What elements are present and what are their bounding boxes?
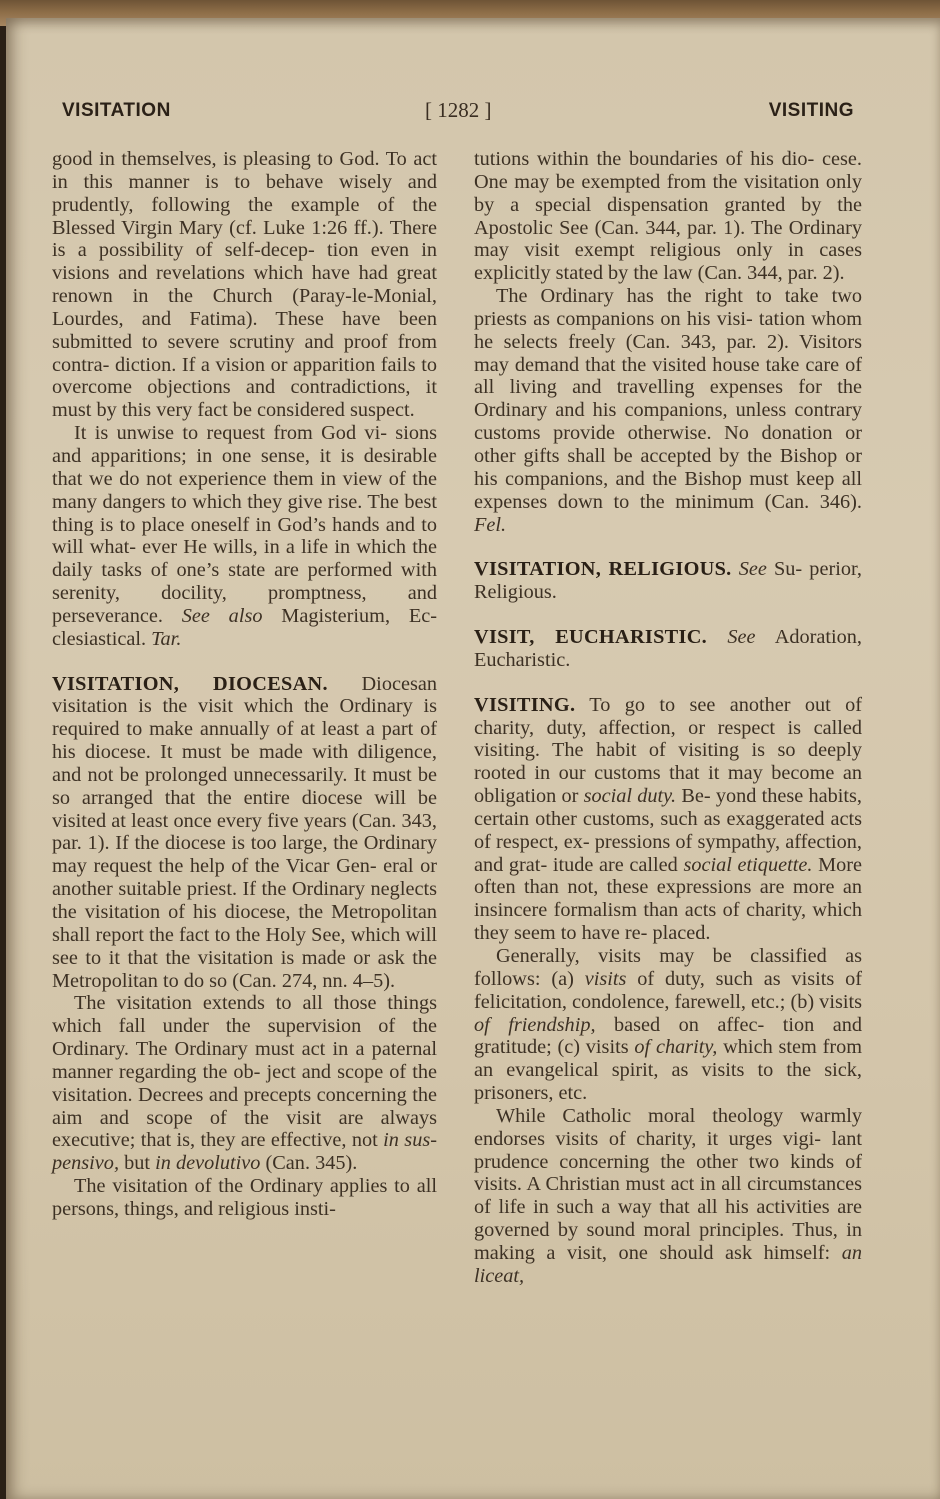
author-initials: Tar. (151, 627, 182, 650)
entry-visit-eucharistic (474, 626, 862, 672)
author-initials: Fel. (474, 513, 507, 536)
entry-paragraph-2 (52, 992, 437, 1175)
visiting-paragraph-2-a: Generally, visits may be classified as follows: (a) (474, 945, 862, 990)
term-of-charity: of charity, (634, 1036, 718, 1059)
entry-visitation-diocesan (52, 673, 437, 993)
right-paragraph-2-text: The Ordinary has the right to take two priests as companions on his visi- tation whom he selects freely (Can. 343, par. 2). Visitors may demand that the visited house take care of all living and travelling expenses for the Ordinary and his companions, unless contrary customs provide otherwise. No donation or other gifts shall be accepted by the Bishop or his companions, and the Bishop must keep all expenses down to the minimum (Can. 346). (474, 285, 862, 513)
left-paragraph-1 (52, 148, 437, 422)
left-column (52, 148, 437, 1221)
entry-paragraph-1: Diocesan visitation is the visit which the Ordinary is required to make annually of at least a part of his diocese. It must be made with diligence, and not be prolonged unnecessarily. It must be so arranged that the entire diocese will be visited at least once every five years (Can. 343, par. 1). If the diocese is too large, the Ordinary may request the help of the Vicar Gen- eral or another suitable priest. If the Ordinary neglects the visitation of his diocese, the Metropolitan shall report the fact to the Holy See, which will see to it that the visitation is made or ask the Metropolitan to do so (Can. 274, nn. 4–5). (52, 672, 437, 992)
visiting-paragraph-1-c: More often than not, these expressions are more an insincere formalism than acts of charity, which they seem to have re- placed. (474, 853, 863, 945)
see-label: See (738, 558, 767, 581)
visiting-paragraph-3-a: While Catholic moral theology warmly endorses visits of charity, it urges vigi- lant prudence concerning the other two kinds of visits. A Christian must act in all circumstances of life in such a way that all his activities are governed by sound moral principles. Thus, in making a visit, one should ask himself: (474, 1104, 862, 1264)
term-of-friendship: of friendship, (474, 1013, 596, 1036)
latin-an-liceat: an liceat, (474, 1241, 862, 1287)
right-paragraph-1 (474, 148, 862, 285)
latin-term-2: in devolutivo (155, 1152, 261, 1175)
entry-paragraph-2-text: The visitation extends to all those things which fall under the supervision of the Ordinary. The Ordinary must act in a paternal manner regarding the ob- ject and scope of the visitation. Decrees and precepts concerning the aim and scope of the visit are always executive; that is, they are effective, not (52, 992, 437, 1152)
left-paragraph-1-text: good in themselves, is pleasing to God. To act in this manner is to behave wisely and prudently, following the example of the Blessed Virgin Mary (cf. Luke 1:26 ff.). There is a possibility of self-decep- tion even in visions and revelations which have had great renown in the Church (Paray-le-Monial, Lourdes, and Fatima). These have been submitted to severe scrutiny and proof from contra- diction. If a vision or apparition fails to overcome objections and contradictions, it must by this very fact be considered suspect. (52, 148, 437, 422)
entry-headword: VISITATION, RELIGIOUS. (474, 558, 732, 581)
entry-visitation-religious (474, 558, 862, 604)
left-paragraph-2-text: It is unwise to request from God vi- sions and apparitions; in one sense, it is desirable that we do not experience them in view of the many dangers to which they give rise. The best thing is to place oneself in God’s hands and to will what- ever He wills, in a life in which the daily tasks of one’s state are performed with serenity, docility, promptness, and perseverance. (52, 422, 437, 627)
term-social-etiquette: social etiquette. (683, 853, 813, 876)
see-also-label: See also (181, 604, 263, 627)
visiting-paragraph-1-b: Be- yond these habits, certain other customs, such as exaggerated acts of respect, ex- pressions of sympathy, affection, and grat- itude are called (474, 785, 862, 876)
running-head-left: VISITATION (62, 100, 171, 121)
entry-visiting (474, 694, 862, 945)
right-column (474, 148, 862, 1288)
visiting-paragraph-3 (474, 1105, 862, 1288)
entry-headword: VISITING. (474, 693, 576, 716)
entry-paragraph-3 (52, 1175, 437, 1221)
visiting-paragraph-2-c: based on affec- tion and gratitude; (c) visits (474, 1013, 863, 1059)
term-visits: visits (584, 967, 627, 990)
see-reference: Su- perior, Religious. (474, 558, 862, 604)
see-reference: Adoration, Eucharistic. (474, 626, 862, 671)
right-paragraph-1-text: tutions within the boundaries of his dio- cese. One may be exempted from the visitation only by a special dispensation granted by the Apostolic See (Can. 344, par. 1). The Ordinary may visit exempt religious only in cases explicitly stated by the law (Can. 344, par. 2). (474, 148, 862, 285)
visiting-paragraph-2-d: which stem from an evangelical spirit, as visits to the sick, prisoners, etc. (474, 1036, 862, 1105)
entry-paragraph-3-text: The visitation of the Ordinary applies to all persons, things, and religious insti- (52, 1175, 437, 1220)
visiting-paragraph-2 (474, 945, 862, 1105)
running-head-right: VISITING (768, 100, 854, 121)
page-number: [ 1282 ] (425, 98, 492, 122)
see-also-reference: Magisterium, Ec- clesiastical. (52, 604, 437, 650)
book-page (6, 18, 940, 1499)
latin-term-1: in sus- pensivo, (52, 1129, 437, 1175)
entry-paragraph-2-text-c: (Can. 345). (265, 1152, 358, 1175)
entry-headword: VISIT, EUCHARISTIC. (474, 626, 708, 649)
visiting-paragraph-2-b: of duty, such as visits of felicitation, condolence, farewell, etc.; (b) visits (474, 967, 863, 1013)
running-head (60, 98, 854, 128)
term-social-duty: social duty. (583, 785, 677, 808)
see-label: See (727, 626, 756, 649)
visiting-paragraph-1-a: To go to see another out of charity, duty, affection, or respect is called visiting. The habit of visiting is so deeply rooted in our customs that it may become an obligation or (474, 693, 862, 808)
entry-headword: VISITATION, DIOCESAN. (52, 672, 328, 695)
right-paragraph-2 (474, 285, 862, 536)
left-paragraph-2 (52, 422, 437, 650)
entry-paragraph-2-text-b: but (124, 1152, 151, 1175)
